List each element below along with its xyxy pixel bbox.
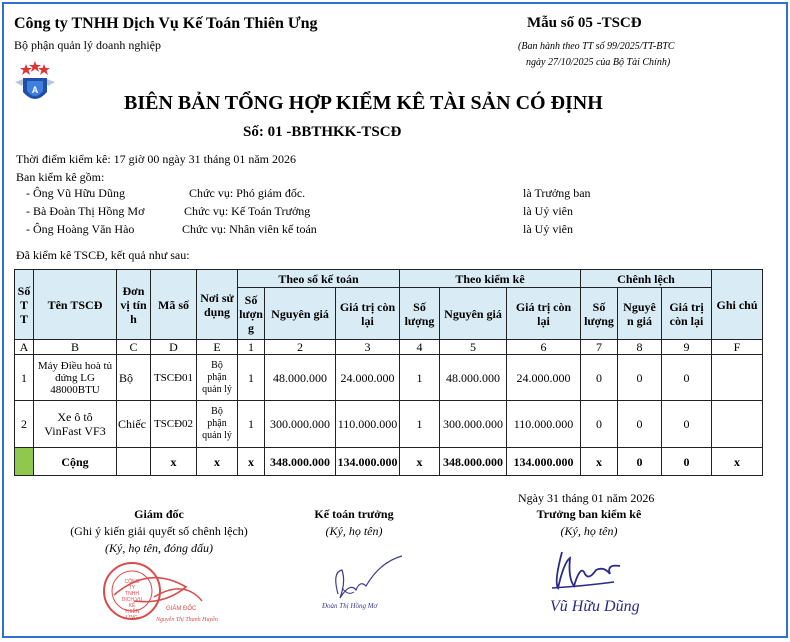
- total-count-remaining: 134.000.000: [507, 448, 581, 476]
- header-code: Mã số: [151, 270, 197, 340]
- stamp-text: CÔNG TY TNHH DỊCH VỤ KẾ THIÊN ỨNG: [121, 579, 143, 621]
- head-sign-note: (Ký, họ tên): [560, 524, 618, 538]
- cell-diff-qty: 0: [581, 355, 618, 401]
- cell-unit: Bộ: [117, 355, 151, 401]
- header-group-diff: Chênh lệch: [581, 270, 712, 288]
- committee-label: Ban kiểm kê gồm:: [16, 170, 105, 184]
- header-count-remaining: Giá trị còn lại: [507, 288, 581, 340]
- letter-cell: 2: [265, 340, 336, 355]
- cell-code: TSCĐ02: [151, 401, 197, 448]
- cell-book-qty: 1: [238, 401, 265, 448]
- header-book-original: Nguyên giá: [265, 288, 336, 340]
- total-diff-original: 0: [618, 448, 662, 476]
- letter-cell: A: [15, 340, 34, 355]
- cell-stt: 2: [15, 401, 34, 448]
- document-number: Số: 01 -BBTHKK-TSCĐ: [243, 124, 402, 140]
- cell-code: TSCĐ01: [151, 355, 197, 401]
- header-unit: Đơn vị tín h: [117, 270, 151, 340]
- total-diff-qty: x: [581, 448, 618, 476]
- cell-count-qty: 1: [400, 355, 440, 401]
- form-note-1: (Ban hành theo TT số 99/2025/TT-BTC: [518, 41, 675, 52]
- total-row: [15, 448, 763, 476]
- accountant-sign-note: (Ký, họ tên): [325, 524, 383, 538]
- total-stt-cell: [15, 448, 34, 476]
- header-book-remaining: Giá trị còn lại: [336, 288, 400, 340]
- letter-cell: 5: [440, 340, 507, 355]
- member-position: Chức vụ: Kế Toán Trưởng: [184, 204, 311, 218]
- cell-book-remaining: 24.000.000: [336, 355, 400, 401]
- cell-book-qty: 1: [238, 355, 265, 401]
- total-place: x: [197, 448, 238, 476]
- cell-count-original: 48.000.000: [440, 355, 507, 401]
- cell-place: Bộ phận quản lý: [197, 401, 238, 448]
- document-frame: [2, 2, 788, 638]
- cell-diff-original: 0: [618, 355, 662, 401]
- cell-asset-name: Xe ô tô VinFast VF3: [34, 401, 117, 448]
- total-count-qty: x: [400, 448, 440, 476]
- company-logo: [12, 60, 58, 108]
- total-book-original: 348.000.000: [265, 448, 336, 476]
- cell-note: [712, 355, 763, 401]
- header-diff-original: Nguyê n giá: [618, 288, 662, 340]
- total-unit: [117, 448, 151, 476]
- cell-book-original: 300.000.000: [265, 401, 336, 448]
- director-sign-note: (Ký, họ tên, đóng dấu): [105, 541, 213, 555]
- cell-count-qty: 1: [400, 401, 440, 448]
- member-role: là Uỷ viên: [523, 222, 573, 236]
- header-group-book: Theo sổ kế toán: [238, 270, 400, 288]
- header-count-qty: Số lượng: [400, 288, 440, 340]
- cell-diff-remaining: 0: [662, 401, 712, 448]
- letter-cell: F: [712, 340, 763, 355]
- letter-cell: 1: [238, 340, 265, 355]
- total-book-qty: x: [238, 448, 265, 476]
- header-stt: Số T T: [15, 270, 34, 340]
- member-name: - Ông Hoàng Văn Hào: [26, 222, 135, 236]
- member-role: là Trưởng ban: [523, 186, 591, 200]
- form-note-2: ngày 27/10/2025 của Bộ Tài Chính): [526, 57, 671, 68]
- inventory-time: Thời điểm kiểm kê: 17 giờ 00 ngày 31 tháng 01 năm 2026: [16, 152, 296, 166]
- department-name: Bộ phận quản lý doanh nghiệp: [14, 38, 161, 52]
- cell-diff-original: 0: [618, 401, 662, 448]
- member-position: Chức vụ: Phó giám đốc.: [189, 186, 306, 200]
- member-name: - Bà Đoàn Thị Hồng Mơ: [26, 204, 145, 218]
- signature-date: Ngày 31 tháng 01 năm 2026: [518, 491, 655, 505]
- director-note: (Ghi ý kiến giải quyết số chênh lệch): [70, 524, 248, 538]
- header-count-original: Nguyên giá: [440, 288, 507, 340]
- cell-place: Bộ phận quản lý: [197, 355, 238, 401]
- table-letter-row: [15, 340, 763, 355]
- director-name: Nguyễn Thị Thanh Huyền: [156, 617, 218, 623]
- accountant-signature: [320, 552, 410, 634]
- member-position: Chức vụ: Nhân viên kế toán: [182, 222, 317, 236]
- member-role: là Uỷ viên: [523, 204, 573, 218]
- head-signature: [544, 542, 654, 634]
- letter-cell: C: [117, 340, 151, 355]
- table-row: [15, 401, 763, 448]
- cell-diff-qty: 0: [581, 401, 618, 448]
- total-count-original: 348.000.000: [440, 448, 507, 476]
- cell-unit: Chiếc: [117, 401, 151, 448]
- cell-stt: 1: [15, 355, 34, 401]
- cell-count-remaining: 24.000.000: [507, 355, 581, 401]
- header-note: Ghi chú: [712, 270, 763, 340]
- company-name: Công ty TNHH Dịch Vụ Kế Toán Thiên Ưng: [14, 15, 318, 32]
- stamp-director-label: GIÁM ĐỐC: [166, 606, 197, 612]
- accountant-name: Đoàn Thị Hồng Mơ: [322, 602, 378, 610]
- member-name: - Ông Vũ Hữu Dũng: [26, 186, 125, 200]
- cell-book-original: 48.000.000: [265, 355, 336, 401]
- form-number: Mẫu số 05 -TSCĐ: [527, 15, 642, 31]
- letter-cell: B: [34, 340, 117, 355]
- cell-count-remaining: 110.000.000: [507, 401, 581, 448]
- head-title: Trưởng ban kiểm kê: [536, 507, 642, 521]
- header-diff-remaining: Giá trị còn lại: [662, 288, 712, 340]
- cell-book-remaining: 110.000.000: [336, 401, 400, 448]
- total-label: Cộng: [34, 448, 117, 476]
- total-note: x: [712, 448, 763, 476]
- head-name: Vũ Hữu Dũng: [550, 598, 640, 615]
- table-row: [15, 355, 763, 401]
- header-group-count: Theo kiểm kê: [400, 270, 581, 288]
- letter-cell: 3: [336, 340, 400, 355]
- header-book-qty: Số lượn g: [238, 288, 265, 340]
- letter-cell: D: [151, 340, 197, 355]
- total-code: x: [151, 448, 197, 476]
- cell-count-original: 300.000.000: [440, 401, 507, 448]
- letter-cell: 4: [400, 340, 440, 355]
- document-title: BIÊN BẢN TỔNG HỢP KIỂM KÊ TÀI SẢN CÓ ĐỊNH: [124, 92, 603, 114]
- header-asset-name: Tên TSCĐ: [34, 270, 117, 340]
- header-diff-qty: Số lượng: [581, 288, 618, 340]
- accountant-title: Kế toán trưởng: [314, 507, 394, 521]
- letter-cell: E: [197, 340, 238, 355]
- cell-diff-remaining: 0: [662, 355, 712, 401]
- result-intro: Đã kiểm kê TSCĐ, kết quả như sau:: [16, 248, 190, 262]
- director-title: Giám đốc: [134, 507, 184, 521]
- letter-cell: 6: [507, 340, 581, 355]
- letter-cell: 7: [581, 340, 618, 355]
- total-book-remaining: 134.000.000: [336, 448, 400, 476]
- cell-note: [712, 401, 763, 448]
- letter-cell: 8: [618, 340, 662, 355]
- header-place: Nơi sử dụng: [197, 270, 238, 340]
- total-diff-remaining: 0: [662, 448, 712, 476]
- letter-cell: 9: [662, 340, 712, 355]
- svg-text:A: A: [31, 85, 39, 95]
- cell-asset-name: Máy Điều hoà tủ đứng LG 48000BTU: [34, 355, 117, 401]
- director-stamp: [94, 557, 244, 637]
- inventory-table: [14, 269, 763, 476]
